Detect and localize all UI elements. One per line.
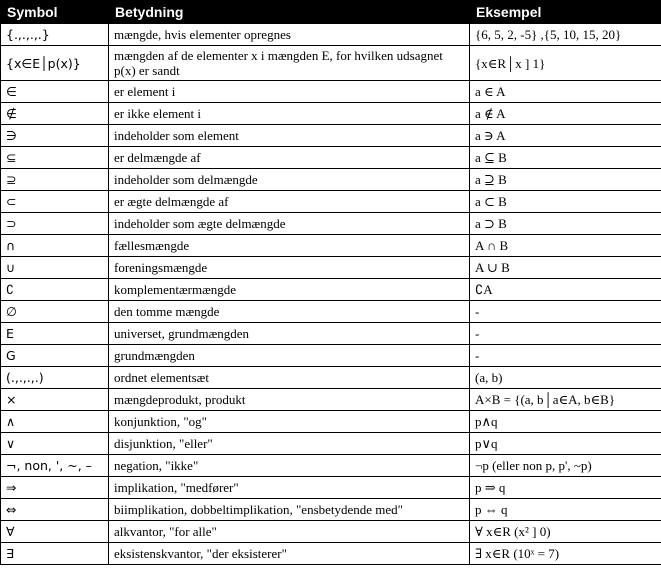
meaning-cell: komplementærmængde <box>109 279 470 301</box>
symbol-cell: ⇒ <box>1 477 109 499</box>
example-cell: A ∪ B <box>470 257 661 279</box>
meaning-cell: fællesmængde <box>109 235 470 257</box>
meaning-cell: er ægte delmængde af <box>109 191 470 213</box>
table-row <box>1 543 661 565</box>
table-row <box>1 103 661 125</box>
table-row <box>1 81 661 103</box>
table-row <box>1 499 661 521</box>
table-row <box>1 147 661 169</box>
symbol-cell: ∅ <box>1 301 109 323</box>
symbol-cell: ⊃ <box>1 213 109 235</box>
table-row <box>1 389 661 411</box>
meaning-cell: er delmængde af <box>109 147 470 169</box>
example-cell: {x∈R│x ] 1} <box>470 46 661 81</box>
symbol-cell: G <box>1 345 109 367</box>
example-cell: ∃ x∈R (10ˣ = 7) <box>470 543 661 565</box>
meaning-cell: disjunktion, "eller" <box>109 433 470 455</box>
example-cell: - <box>470 323 661 345</box>
example-cell: - <box>470 301 661 323</box>
table-row <box>1 477 661 499</box>
symbol-cell: ∧ <box>1 411 109 433</box>
meaning-cell: negation, "ikke" <box>109 455 470 477</box>
meaning-cell: alkvantor, "for alle" <box>109 521 470 543</box>
table-row <box>1 521 661 543</box>
meaning-cell: foreningsmængde <box>109 257 470 279</box>
meaning-cell: konjunktion, "og" <box>109 411 470 433</box>
meaning-cell: er ikke element i <box>109 103 470 125</box>
table-row <box>1 411 661 433</box>
example-cell: a ⊃ B <box>470 213 661 235</box>
table-row <box>1 24 661 46</box>
symbol-cell: ∁ <box>1 279 109 301</box>
example-cell: a ∈ A <box>470 81 661 103</box>
symbol-cell: ⊂ <box>1 191 109 213</box>
meaning-cell: ordnet elementsæt <box>109 367 470 389</box>
symbol-cell: ∈ <box>1 81 109 103</box>
meaning-cell: eksistenskvantor, "der eksisterer" <box>109 543 470 565</box>
meaning-cell: grundmængden <box>109 345 470 367</box>
symbol-cell: ⊇ <box>1 169 109 191</box>
example-cell: a ∉ A <box>470 103 661 125</box>
meaning-cell: universet, grundmængden <box>109 323 470 345</box>
meaning-cell: indeholder som delmængde <box>109 169 470 191</box>
meaning-cell: indeholder som ægte delmængde <box>109 213 470 235</box>
table-row <box>1 235 661 257</box>
meaning-cell: indeholder som element <box>109 125 470 147</box>
table-row <box>1 455 661 477</box>
table-row <box>1 433 661 455</box>
table-row <box>1 169 661 191</box>
table-row <box>1 345 661 367</box>
example-cell: A×B = {(a, b│a∈A, b∈B} <box>470 389 661 411</box>
meaning-cell: mængdeprodukt, produkt <box>109 389 470 411</box>
symbol-cell: ∃ <box>1 543 109 565</box>
table-row <box>1 213 661 235</box>
example-cell: a ⊂ B <box>470 191 661 213</box>
example-cell: {6, 5, 2, -5} ,{5, 10, 15, 20} <box>470 24 661 46</box>
symbol-cell: ∀ <box>1 521 109 543</box>
example-cell: p∧q <box>470 411 661 433</box>
symbol-cell: {x∈E│p(x)} <box>1 46 109 81</box>
example-cell: a ⊆ B <box>470 147 661 169</box>
table-body <box>1 24 661 565</box>
meaning-cell: den tomme mængde <box>109 301 470 323</box>
table-row <box>1 191 661 213</box>
symbol-cell: ∉ <box>1 103 109 125</box>
header-symbol: Symbol <box>1 1 109 24</box>
header-row <box>1 1 661 24</box>
symbol-cell: (.,.,.,.) <box>1 367 109 389</box>
example-cell: (a, b) <box>470 367 661 389</box>
meaning-cell: er element i <box>109 81 470 103</box>
example-cell: a ∋ A <box>470 125 661 147</box>
meaning-cell: implikation, "medfører" <box>109 477 470 499</box>
table-row <box>1 323 661 345</box>
meaning-cell: mængden af de elementer x i mængden E, for hvilken udsagnet p(x) er sandt <box>109 46 470 81</box>
example-cell: ∁A <box>470 279 661 301</box>
example-cell: p ⇒ q <box>470 477 661 499</box>
symbol-cell: ⊆ <box>1 147 109 169</box>
header-example: Eksempel <box>470 1 661 24</box>
example-cell: ∀ x∈R (x² ] 0) <box>470 521 661 543</box>
example-cell: A ∩ B <box>470 235 661 257</box>
table-row <box>1 367 661 389</box>
table-row <box>1 125 661 147</box>
symbol-cell: ∪ <box>1 257 109 279</box>
example-cell: p ⇔ q <box>470 499 661 521</box>
symbol-cell: E <box>1 323 109 345</box>
symbol-cell: ¬, non, ', ~, – <box>1 455 109 477</box>
table-row <box>1 257 661 279</box>
example-cell: a ⊇ B <box>470 169 661 191</box>
header-meaning: Betydning <box>109 1 470 24</box>
meaning-cell: biimplikation, dobbeltimplikation, "ensbetydende med" <box>109 499 470 521</box>
symbol-cell: × <box>1 389 109 411</box>
symbol-cell: ∋ <box>1 125 109 147</box>
table-row <box>1 46 661 81</box>
symbol-cell: ∩ <box>1 235 109 257</box>
table-row <box>1 301 661 323</box>
example-cell: p∨q <box>470 433 661 455</box>
symbol-cell: {.,.,.,.} <box>1 24 109 46</box>
symbol-cell: ⇔ <box>1 499 109 521</box>
meaning-cell: mængde, hvis elementer opregnes <box>109 24 470 46</box>
table-row <box>1 279 661 301</box>
example-cell: ¬p (eller non p, p', ~p) <box>470 455 661 477</box>
symbol-cell: ∨ <box>1 433 109 455</box>
example-cell: - <box>470 345 661 367</box>
